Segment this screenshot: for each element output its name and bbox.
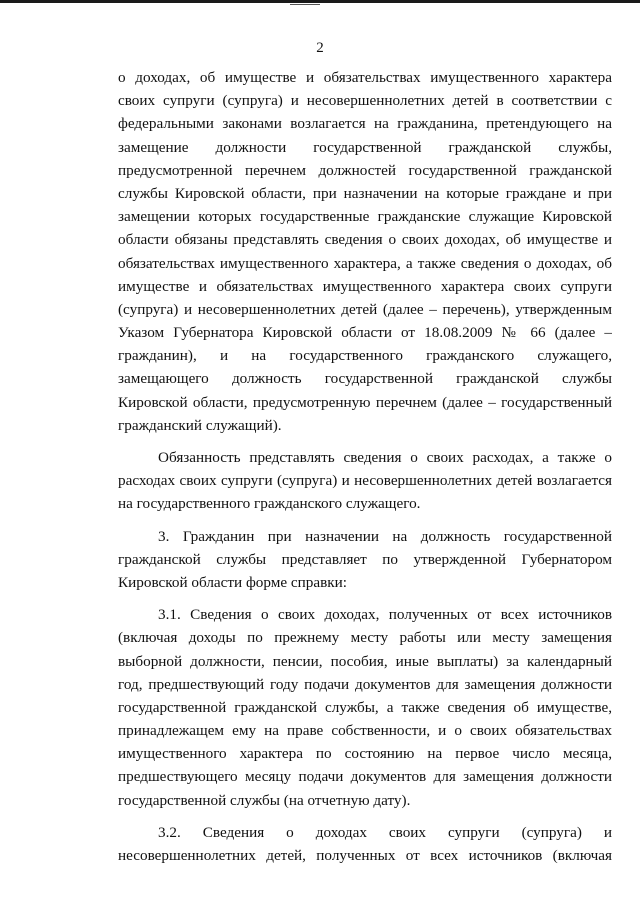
page-number: 2 — [316, 40, 324, 56]
text-line: гражданин), и на государственного гражданского служащего, — [118, 347, 612, 365]
paragraph-spacer — [118, 594, 612, 603]
paragraph-5 — [118, 821, 612, 867]
paragraph-2 — [118, 446, 612, 516]
paragraph-spacer — [118, 437, 612, 446]
text-line: год, предшествующий году подачи документов для замещения должности — [118, 675, 612, 693]
text-line: обязательствах имущественного характера, а также сведения о доходах, об — [118, 254, 612, 272]
paragraph-4 — [118, 603, 612, 812]
text-line: замещение должности государственной гражданской службы, — [118, 138, 612, 156]
text-line: на государственного гражданского служащего. — [118, 495, 421, 513]
text-line: расходах своих супруги (супруга) и несовершеннолетних детей возлагается — [118, 472, 612, 490]
text-line: Указом Губернатора Кировской области от 18.08.2009 № 66 (далее – — [118, 324, 612, 342]
text-line: своих супруги (супруга) и несовершеннолетних детей в соответствии с — [118, 92, 612, 110]
text-line: гражданский служащий). — [118, 416, 282, 434]
paragraph-3 — [118, 525, 612, 595]
text-line: имущественного характера по состоянию на первое число месяца, — [118, 745, 612, 763]
text-line: федеральными законами возлагается на гражданина, претендующего на — [118, 115, 612, 133]
text-line: о доходах, об имуществе и обязательствах имущественного характера — [118, 69, 612, 86]
text-line: гражданской службы представляет по утвержденной Губернатором — [118, 550, 612, 568]
paragraph-1 — [118, 66, 612, 437]
text-line: государственной службы (на отчетную дату). — [118, 791, 411, 809]
text-line: замещающего должность государственной гражданской службы — [118, 370, 612, 388]
top-scan-mark — [290, 4, 320, 5]
text-line: государственной гражданской службы, а также сведения об имуществе, — [118, 698, 612, 716]
text-line: Кировской области, предусмотренную перечнем (далее – государственный — [118, 393, 612, 411]
top-border-rule — [0, 0, 640, 3]
paragraph-spacer — [118, 812, 612, 821]
paragraph-spacer — [118, 516, 612, 525]
text-line: Кировской области форме справки: — [118, 573, 348, 591]
text-line: предусмотренной перечнем должностей государственной гражданской — [118, 161, 612, 179]
text-line: имуществе и обязательствах имущественного характера своих супруги — [118, 277, 612, 295]
text-line: области обязаны представлять сведения о своих доходах, об имуществе и — [118, 231, 612, 249]
text-line: несовершеннолетних детей, полученных от всех источников (включая — [118, 847, 612, 864]
text-line: замещении которых государственные гражданские служащие Кировской — [118, 208, 612, 226]
text-line: Обязанность представлять сведения о своих расходах, а также о — [158, 449, 612, 466]
document-body — [118, 66, 612, 867]
text-line: (супруга) и несовершеннолетних детей (далее – перечень), утвержденным — [118, 300, 612, 318]
text-line: службы Кировской области, при назначении на которые граждане и при — [118, 184, 612, 202]
text-line: 3.2. Сведения о доходах своих супруги (супруга) и — [158, 823, 612, 841]
text-line: (включая доходы по прежнему месту работы или месту замещения — [118, 629, 612, 647]
text-line: принадлежащем ему на праве собственности, и о своих обязательствах — [118, 722, 612, 740]
text-line: выборной должности, пенсии, пособия, иные выплаты) за календарный — [118, 652, 612, 670]
text-line: предшествующего месяцу подачи документов для замещения должности — [118, 768, 612, 786]
text-line: 3. Гражданин при назначении на должность государственной — [158, 527, 612, 545]
text-line: 3.1. Сведения о своих доходах, полученных от всех источников — [158, 606, 612, 624]
